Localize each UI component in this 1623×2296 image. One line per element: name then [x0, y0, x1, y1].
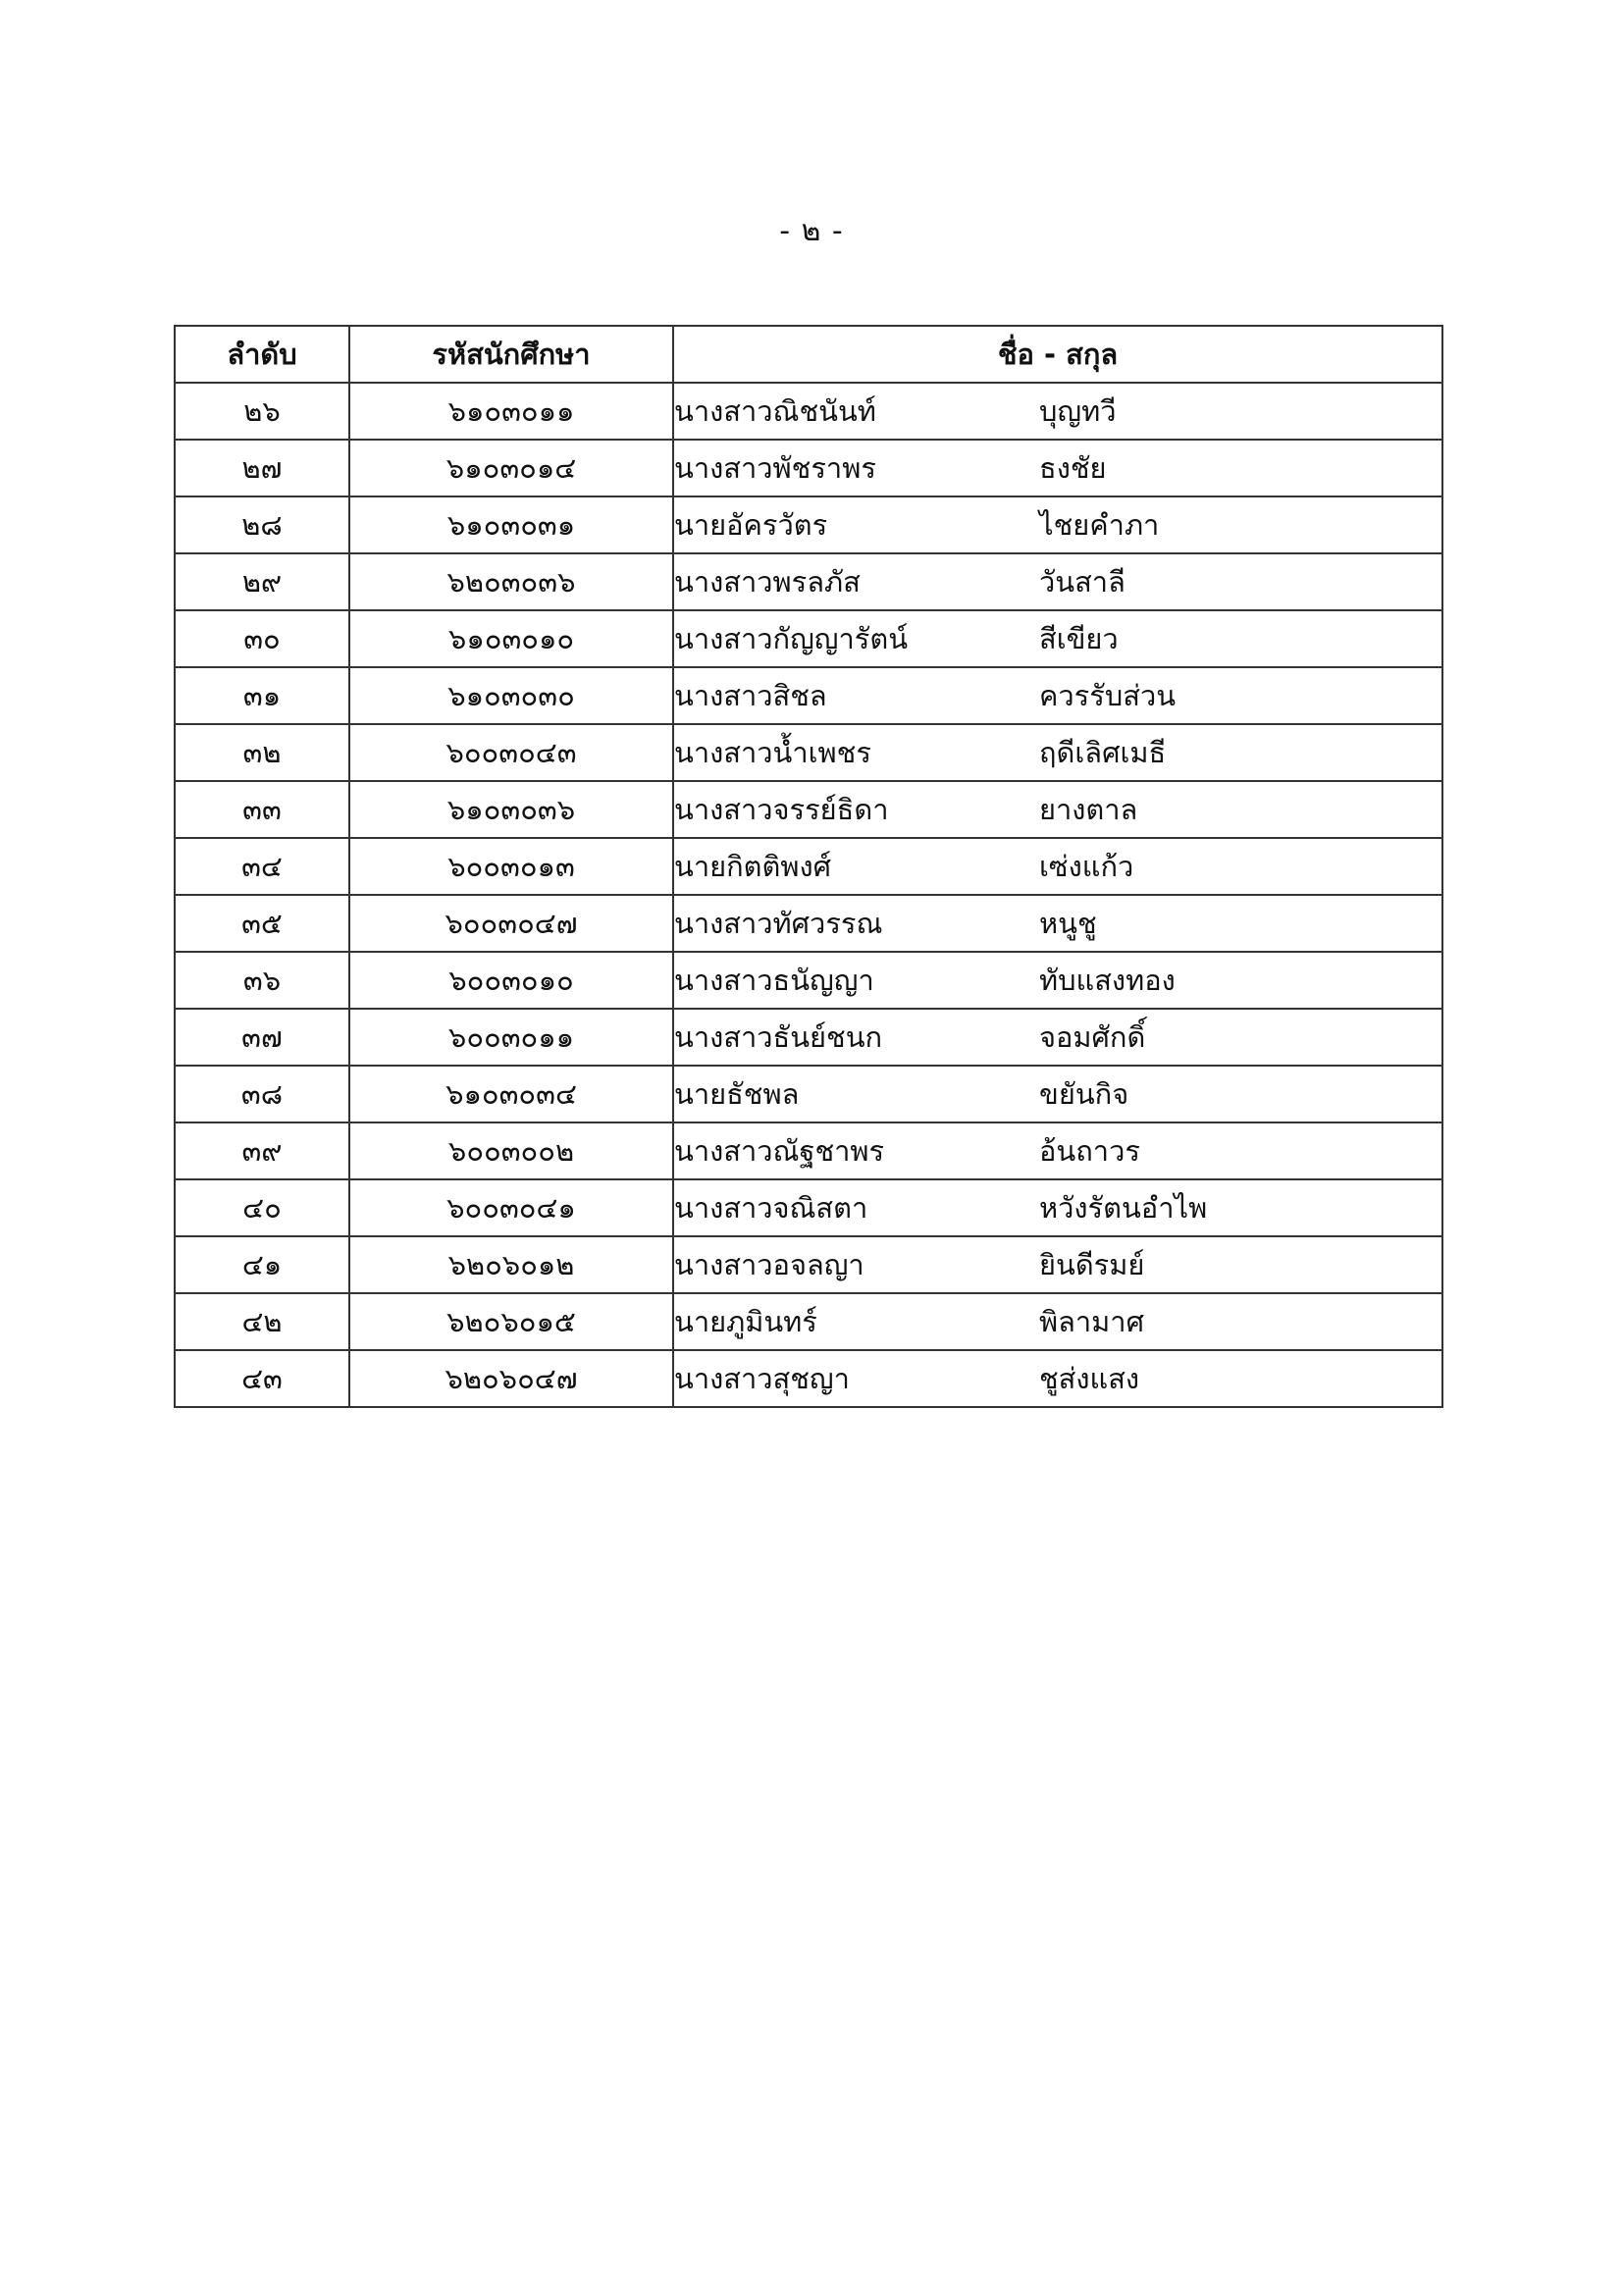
table-row	[175, 1179, 1442, 1236]
table-row	[175, 440, 1442, 496]
last-name: อ้นถาวร	[1039, 1134, 1140, 1168]
first-name: นางสาวธันย์ชนก	[674, 1020, 883, 1054]
column-header-full-name: ชื่อ - สกุล	[673, 326, 1442, 383]
row-student-id: ๖๐๐๓๐๑๐	[349, 952, 673, 1009]
row-order: ๔๓	[175, 1350, 349, 1407]
row-order: ๓๘	[175, 1066, 349, 1122]
row-full-name	[673, 1066, 1442, 1122]
row-order: ๓๒	[175, 724, 349, 781]
row-student-id: ๖๐๐๓๐๔๓	[349, 724, 673, 781]
column-header-student-id: รหัสนักศึกษา	[349, 326, 673, 383]
last-name: จอมศักดิ์	[1039, 1020, 1146, 1054]
row-full-name	[673, 1009, 1442, 1066]
table-row	[175, 724, 1442, 781]
row-student-id: ๖๑๐๓๐๑๑	[349, 383, 673, 440]
row-student-id: ๖๑๐๓๐๑๐	[349, 610, 673, 667]
row-full-name	[673, 781, 1442, 838]
row-full-name	[673, 610, 1442, 667]
row-order: ๓๙	[175, 1122, 349, 1179]
last-name: ขยันกิจ	[1039, 1077, 1129, 1111]
row-student-id: ๖๒๐๓๐๓๖	[349, 553, 673, 610]
first-name: นางสาวพรลภัส	[674, 565, 861, 599]
last-name: ชูส่งแสง	[1039, 1362, 1140, 1395]
table-row	[175, 952, 1442, 1009]
row-student-id: ๖๐๐๓๐๐๒	[349, 1122, 673, 1179]
row-order: ๓๑	[175, 667, 349, 724]
table-row	[175, 1009, 1442, 1066]
first-name: นางสาวณิชนันท์	[674, 394, 876, 428]
last-name: ทับแสงทอง	[1039, 964, 1176, 997]
table-row	[175, 1293, 1442, 1350]
row-full-name	[673, 1236, 1442, 1293]
first-name: นายอัครวัตร	[674, 508, 828, 542]
table-row	[175, 1066, 1442, 1122]
row-full-name	[673, 952, 1442, 1009]
table-body	[175, 383, 1442, 1407]
last-name: ธงชัย	[1039, 451, 1107, 485]
first-name: นางสาวณัฐชาพร	[674, 1134, 885, 1168]
last-name: สีเขียว	[1039, 622, 1119, 655]
row-student-id: ๖๒๐๖๐๑๕	[349, 1293, 673, 1350]
row-full-name	[673, 838, 1442, 895]
row-student-id: ๖๑๐๓๐๓๐	[349, 667, 673, 724]
last-name: ไชยคำภา	[1039, 508, 1160, 542]
last-name: บุญทวี	[1039, 394, 1117, 428]
table-row	[175, 781, 1442, 838]
row-student-id: ๖๐๐๓๐๑๓	[349, 838, 673, 895]
row-order: ๓๕	[175, 895, 349, 952]
row-order: ๔๑	[175, 1236, 349, 1293]
column-header-order: ลำดับ	[175, 326, 349, 383]
table-row	[175, 1236, 1442, 1293]
row-full-name	[673, 383, 1442, 440]
row-order: ๓๗	[175, 1009, 349, 1066]
last-name: เซ่งแก้ว	[1039, 850, 1134, 883]
row-student-id: ๖๑๐๓๐๓๑	[349, 496, 673, 553]
row-order: ๓๔	[175, 838, 349, 895]
table-row	[175, 667, 1442, 724]
row-order: ๔๒	[175, 1293, 349, 1350]
row-student-id: ๖๐๐๓๐๑๑	[349, 1009, 673, 1066]
row-student-id: ๖๑๐๓๐๓๔	[349, 1066, 673, 1122]
first-name: นายธัชพล	[674, 1077, 800, 1111]
table-row	[175, 838, 1442, 895]
row-full-name	[673, 1350, 1442, 1407]
row-student-id: ๖๒๐๖๐๑๒	[349, 1236, 673, 1293]
row-full-name	[673, 496, 1442, 553]
first-name: นางสาวจรรย์ธิดา	[674, 793, 889, 826]
first-name: นายภูมินทร์	[674, 1305, 817, 1338]
table-header-row	[175, 326, 1442, 383]
last-name: ฤดีเลิศเมธี	[1039, 736, 1167, 769]
last-name: หวังรัตนอำไพ	[1039, 1191, 1208, 1225]
row-full-name	[673, 1122, 1442, 1179]
row-full-name	[673, 553, 1442, 610]
first-name: นางสาวกัญญารัตน์	[674, 622, 909, 655]
last-name: ยินดีรมย์	[1039, 1248, 1145, 1281]
table-row	[175, 383, 1442, 440]
table-row	[175, 1122, 1442, 1179]
first-name: นางสาวสุชญา	[674, 1362, 850, 1395]
row-full-name	[673, 1293, 1442, 1350]
table-row	[175, 496, 1442, 553]
first-name: นางสาวทัศวรรณ	[674, 907, 883, 940]
last-name: ยางตาล	[1039, 793, 1138, 826]
first-name: นางสาวธนัญญา	[674, 964, 874, 997]
row-order: ๒๘	[175, 496, 349, 553]
last-name: วันสาลี	[1039, 565, 1126, 599]
row-full-name	[673, 667, 1442, 724]
row-full-name	[673, 440, 1442, 496]
row-full-name	[673, 1179, 1442, 1236]
table-row	[175, 1350, 1442, 1407]
last-name: หนูชู	[1039, 907, 1097, 940]
row-order: ๓๓	[175, 781, 349, 838]
row-order: ๒๙	[175, 553, 349, 610]
last-name: ควรรับส่วน	[1039, 679, 1177, 712]
row-student-id: ๖๐๐๓๐๔๑	[349, 1179, 673, 1236]
table-row	[175, 610, 1442, 667]
table-row	[175, 895, 1442, 952]
row-order: ๓๖	[175, 952, 349, 1009]
row-order: ๒๗	[175, 440, 349, 496]
row-student-id: ๖๐๐๓๐๔๗	[349, 895, 673, 952]
first-name: นางสาวจณิสตา	[674, 1191, 868, 1225]
first-name: นายกิตติพงศ์	[674, 850, 832, 883]
first-name: นางสาวน้ำเพชร	[674, 736, 871, 769]
row-order: ๓๐	[175, 610, 349, 667]
row-student-id: ๖๒๐๖๐๔๗	[349, 1350, 673, 1407]
row-full-name	[673, 895, 1442, 952]
student-table	[174, 325, 1443, 1408]
row-full-name	[673, 724, 1442, 781]
first-name: นางสาวอจลญา	[674, 1248, 864, 1281]
row-student-id: ๖๑๐๓๐๑๔	[349, 440, 673, 496]
row-student-id: ๖๑๐๓๐๓๖	[349, 781, 673, 838]
last-name: พิลามาศ	[1039, 1305, 1144, 1338]
first-name: นางสาวสิชล	[674, 679, 827, 712]
row-order: ๒๖	[175, 383, 349, 440]
row-order: ๔๐	[175, 1179, 349, 1236]
table-row	[175, 553, 1442, 610]
first-name: นางสาวพัชราพร	[674, 451, 876, 485]
page-number: - ๒ -	[779, 214, 844, 248]
